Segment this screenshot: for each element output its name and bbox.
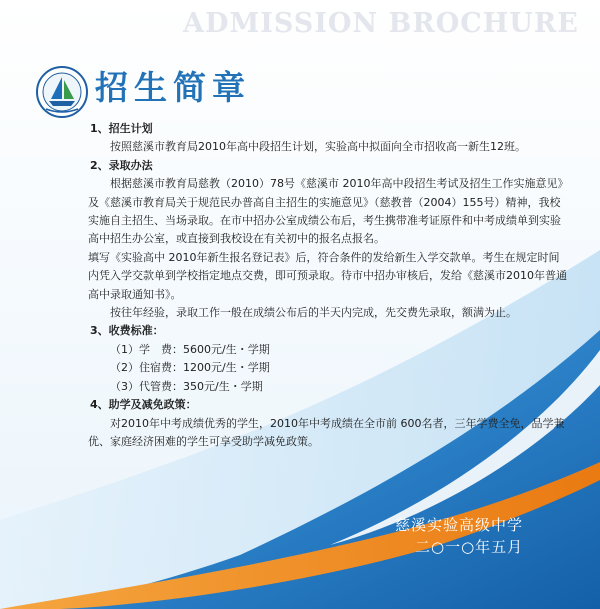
fee-item-tuition: （1）学 费：5600元/生・学期 (110, 342, 270, 356)
fee-item-dormitory: （2）住宿费：1200元/生・学期 (110, 361, 270, 375)
section-heading-fees: 3、收费标准： (90, 324, 164, 338)
plan-body: 按照慈溪市教育局2010年高中段招生计划，实验高中拟面向全市招收高一新生12班。 (110, 140, 526, 154)
fee-item-custody: （3）代管费：350元/生・学期 (110, 379, 263, 393)
school-name-signature: 慈溪实验高级中学 (395, 516, 524, 534)
method-paragraph-3: 按往年经验，录取工作一般在成绩公布后的半天内完成，先交费先录取，额满为止。 (110, 306, 517, 320)
header-watermark: ADMISSION BROCHURE (183, 8, 579, 39)
brochure-content (88, 120, 568, 451)
section-heading-method: 2、录取办法 (90, 158, 153, 172)
method-paragraph-1: 根据慈溪市教育局慈教（2010）78号《慈溪市 2010年高中段招生考试及招生工作实施意见》及《慈溪市教育局关于规范民办普高自主招生的实施意见》（慈教普（2004）155号）精神，我校实施自主招生、当场录取。在市中招办公室成绩公布后，考生携带准考证原件和中考成绩单到实验高中招生办公室，或直接到我校设在有关初中的报名点报名。 (88, 177, 563, 246)
method-paragraph-2: 填写《实验高中 2010年新生报名登记表》后，符合条件的发给新生入学交款单。考生在规定时间内凭入学交款单到学校指定地点交费，即可预录取。待市中招办审核后，发给《慈溪市2010年普通高中录取通知书》。 (88, 250, 567, 301)
issue-date: 二○一○年五月 (415, 538, 524, 556)
section-heading-aid: 4、助学及减免政策： (90, 398, 197, 412)
aid-body: 对2010年中考成绩优秀的学生，2010年中考成绩在全市前 600名者，三年学费全免，品学兼优、家庭经济困难的学生可享受助学减免政策。 (88, 416, 565, 448)
school-emblem-sail-icon (36, 66, 88, 118)
page-title: 招生简章 (95, 68, 251, 107)
section-heading-plan: 1、招生计划 (90, 122, 153, 135)
